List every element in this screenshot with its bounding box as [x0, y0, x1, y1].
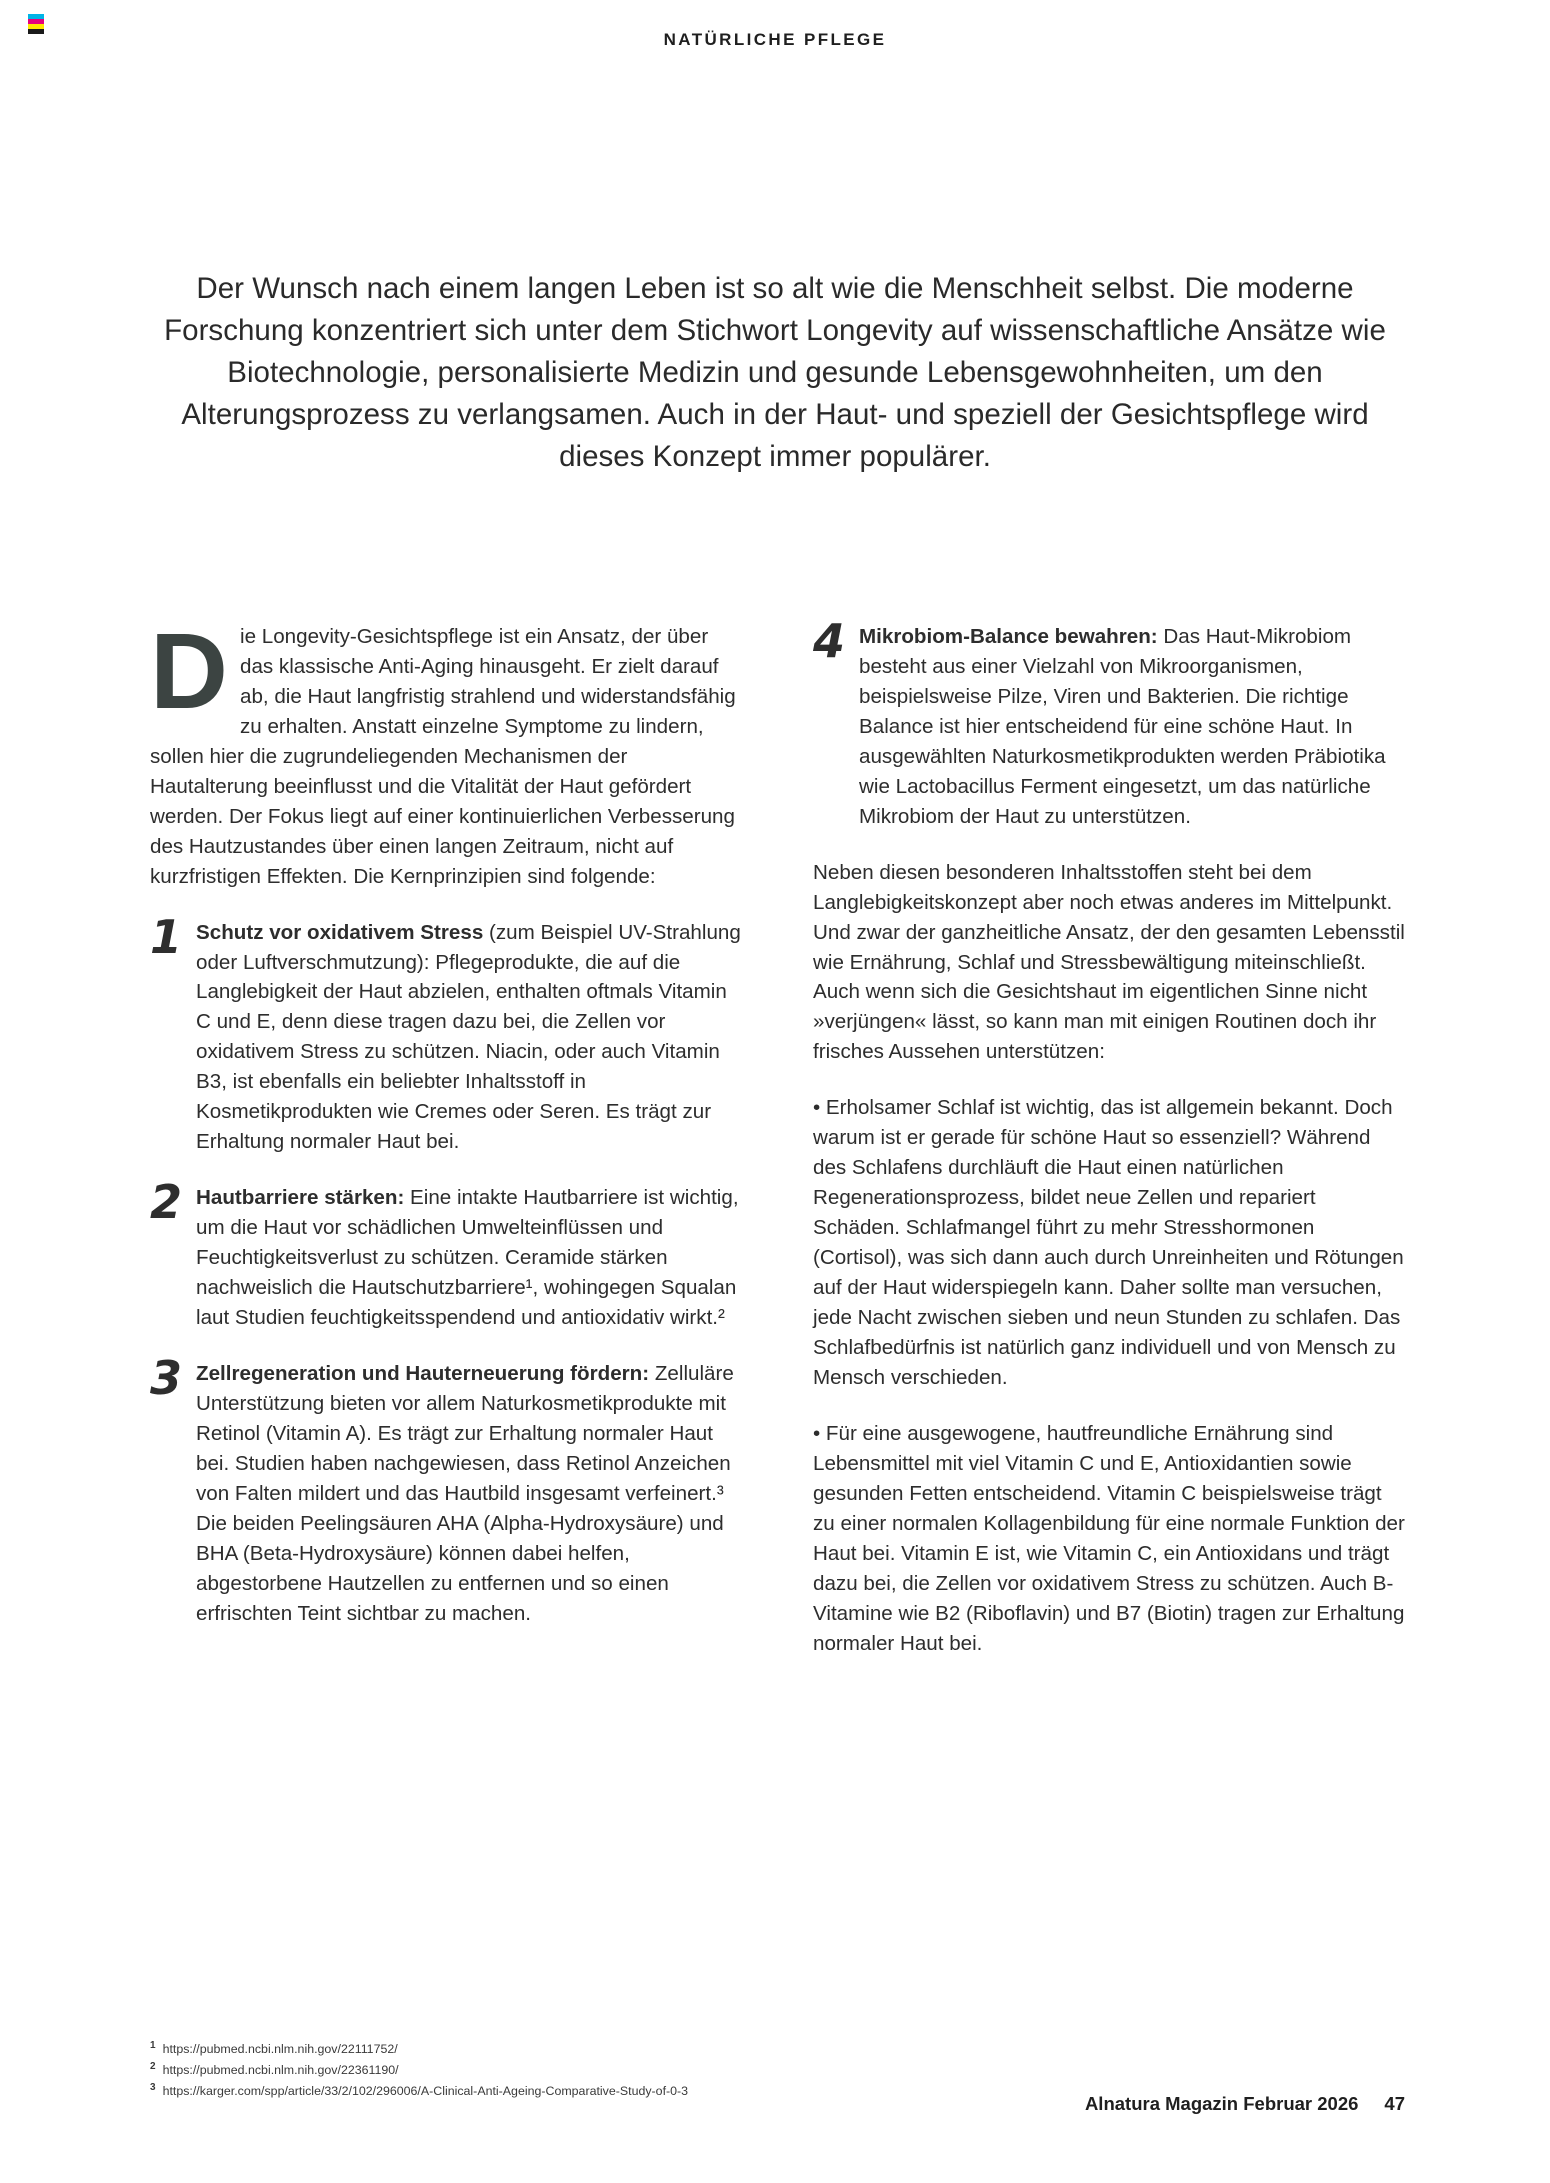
page-footer: [1085, 2093, 1405, 2115]
footnotes: [150, 2038, 1150, 2102]
principle-number-3: 3: [150, 1350, 183, 1405]
publication-name: Alnatura Magazin Februar 2026: [1084, 2093, 1359, 2114]
footnote-marker-3: 3: [150, 2082, 156, 2094]
running-head: NATÜRLICHE PFLEGE: [663, 30, 887, 49]
principle-item-4: [813, 614, 1405, 832]
footnote-url-3[interactable]: https://karger.com/spp/article/33/2/102/296006/A-Clinical-Anti-Ageing-Comparative-Study-of-0-3: [162, 2084, 689, 2099]
column-left: [150, 610, 742, 1992]
principle-text-2: Eine intakte Hautbarriere ist wichtig, um die Haut vor schädlichen Umwelteinflüssen und Feuchtigkeitsverlust zu schützen. Ceramide stärken nachweislich die Hautschutzbarriere¹, wohingegen Squalan laut Studien feuchtigkeitsspendend und antioxidativ wirkt.²: [196, 1186, 739, 1330]
bullet-nutrition: • Für eine ausgewogene, hautfreundliche Ernährung sind Lebensmittel mit viel Vitamin C und E, Antioxidantien sowie gesunden Fetten entscheidend. Vitamin C beispielsweise trägt zu einer normalen Kollagenbildung für eine normale Funktion der Haut bei. Vitamin E ist, wie Vitamin C, ein Antioxidans und trägt dazu bei, die Zellen vor oxidativem Stress zu schützen. Auch B-Vitamine wie B2 (Riboflavin) und B7 (Biotin) tragen zur Erhaltung normaler Haut bei.: [813, 1421, 1405, 1655]
principle-number-4: 4: [813, 614, 846, 668]
footnote-url-2[interactable]: https://pubmed.ncbi.nlm.nih.gov/22361190/: [162, 2063, 399, 2078]
opening-paragraph: [150, 610, 742, 892]
footnote-3: [150, 2080, 1150, 2101]
footnote-1: [150, 2038, 1150, 2059]
footnote-marker-1: 1: [150, 2040, 156, 2051]
page-number: 47: [1384, 2093, 1405, 2114]
principle-lead-4: Mikrobiom-Balance bewahren:: [859, 625, 1158, 648]
drop-cap: D: [150, 610, 228, 731]
principle-item-3: [150, 1350, 742, 1629]
holistic-paragraph: Neben diesen besonderen Inhaltsstoffen steht bei dem Langlebigkeitskonzept aber noch etwas anderes im Mittelpunkt. Und zwar der ganzheitliche Ansatz, der den gesamten Lebensstil wie Ernährung, Schlaf und Stressbewältigung miteinschließt. Auch wenn sich die Gesichtshaut im eigentlichen Sinne nicht »verjüngen« lässt, so kann man mit einigen Routinen doch ihr frisches Aussehen unterstützen:: [813, 860, 1405, 1064]
body-columns: [150, 610, 1405, 1992]
principle-item-1: [150, 909, 742, 1158]
opening-paragraph-text: ie Longevity-Gesichtspflege ist ein Ansatz, der über das klassische Anti-Aging hinausgeht. Er zielt darauf ab, die Haut langfristig strahlend und widerstandsfähig zu erhalten. Anstatt einzelne Symptome zu lindern, sollen hier die zugrundeliegenden Mechanismen der Hautalterung beeinflusst und die Vitalität der Haut gefördert werden. Der Fokus liegt auf einer kontinuierlichen Verbesserung des Hautzustandes über einen langen Zeitraum, nicht auf kurzfristigen Effekten. Die Kernprinzipien sind folgende:: [150, 625, 736, 888]
principle-item-2: [150, 1175, 742, 1333]
principle-lead-1: Schutz vor oxidativem Stress: [196, 920, 484, 944]
bullet-sleep: • Erholsamer Schlaf ist wichtig, das ist allgemein bekannt. Doch warum ist er gerade für schöne Haut so essenziell? Während des Schlafens durchläuft die Haut einen natürlichen Regenerationsprozess, bildet neue Zellen und repariert Schäden. Schlafmangel führt zu mehr Stresshormonen (Cortisol), was sich dann auch durch Unreinheiten und Rötungen auf der Haut widerspiegeln kann. Daher sollte man versuchen, jede Nacht zwischen sieben und neun Stunden zu schlafen. Das Schlafbedürfnis ist natürlich ganz individuell und von Mensch zu Mensch verschieden.: [813, 1096, 1404, 1389]
footnote-2: [150, 2059, 1150, 2080]
principle-text-4: Das Haut-Mikrobiom besteht aus einer Vielzahl von Mikroorganismen, beispielsweise Pilze, Viren und Bakterien. Die richtige Balance ist hier entscheidend für eine schöne Haut. In ausgewählten Naturkosmetikprodukten werden Präbiotika wie Lactobacillus Ferment eingesetzt, um das natürliche Mikrobiom der Haut zu unterstützen.: [859, 625, 1386, 828]
footnote-url-1[interactable]: https://pubmed.ncbi.nlm.nih.gov/22111752/: [162, 2042, 398, 2057]
principle-number-1: 1: [150, 909, 183, 964]
principle-number-2: 2: [150, 1175, 183, 1230]
principle-lead-2: Hautbarriere stärken:: [196, 1186, 405, 1210]
principle-text-3: Zelluläre Unterstützung bieten vor allem Naturkosmetikprodukte mit Retinol (Vitamin A). Es trägt zur Erhaltung normaler Haut bei. Studien haben nachgewiesen, dass Retinol Anzeichen von Falten mildert und das Hautbild insgesamt verfeinert.³ Die beiden Peelingsäuren AHA (Alpha-Hydroxysäure) und BHA (Beta-Hydroxysäure) können dabei helfen, abgestorbene Hautzellen zu entfernen und so einen erfrischten Teint sichtbar zu machen.: [196, 1361, 734, 1625]
intro-standfirst: Der Wunsch nach einem langen Leben ist so alt wie die Menschheit selbst. Die moderne Forschung konzentriert sich unter dem Stichwort Longevity auf wissenschaftliche Ansätze wie Biotechnologie, personalisierte Medizin und gesunde Lebensgewohnheiten, um den Alterungsprozess zu verlangsamen. Auch in der Haut- und speziell der Gesichtspflege wird dieses Konzept immer populärer.: [164, 272, 1386, 473]
footnote-marker-2: 2: [150, 2061, 156, 2073]
principle-text-1: (zum Beispiel UV-Strahlung oder Luftverschmutzung): Pflegeprodukte, die auf die Langlebigkeit der Haut abzielen, enthalten oftmals Vitamin C und E, denn diese tragen dazu bei, die Zellen vor oxidativem Stress zu schützen. Niacin, oder auch Vitamin B3, ist ebenfalls ein beliebter Inhaltsstoff in Kosmetikprodukten wie Cremes oder Seren. Es trägt zur Erhaltung normaler Haut bei.: [196, 920, 741, 1154]
column-right: [813, 614, 1405, 1992]
principle-lead-3: Zellregeneration und Hauterneuerung fördern:: [196, 1361, 650, 1385]
